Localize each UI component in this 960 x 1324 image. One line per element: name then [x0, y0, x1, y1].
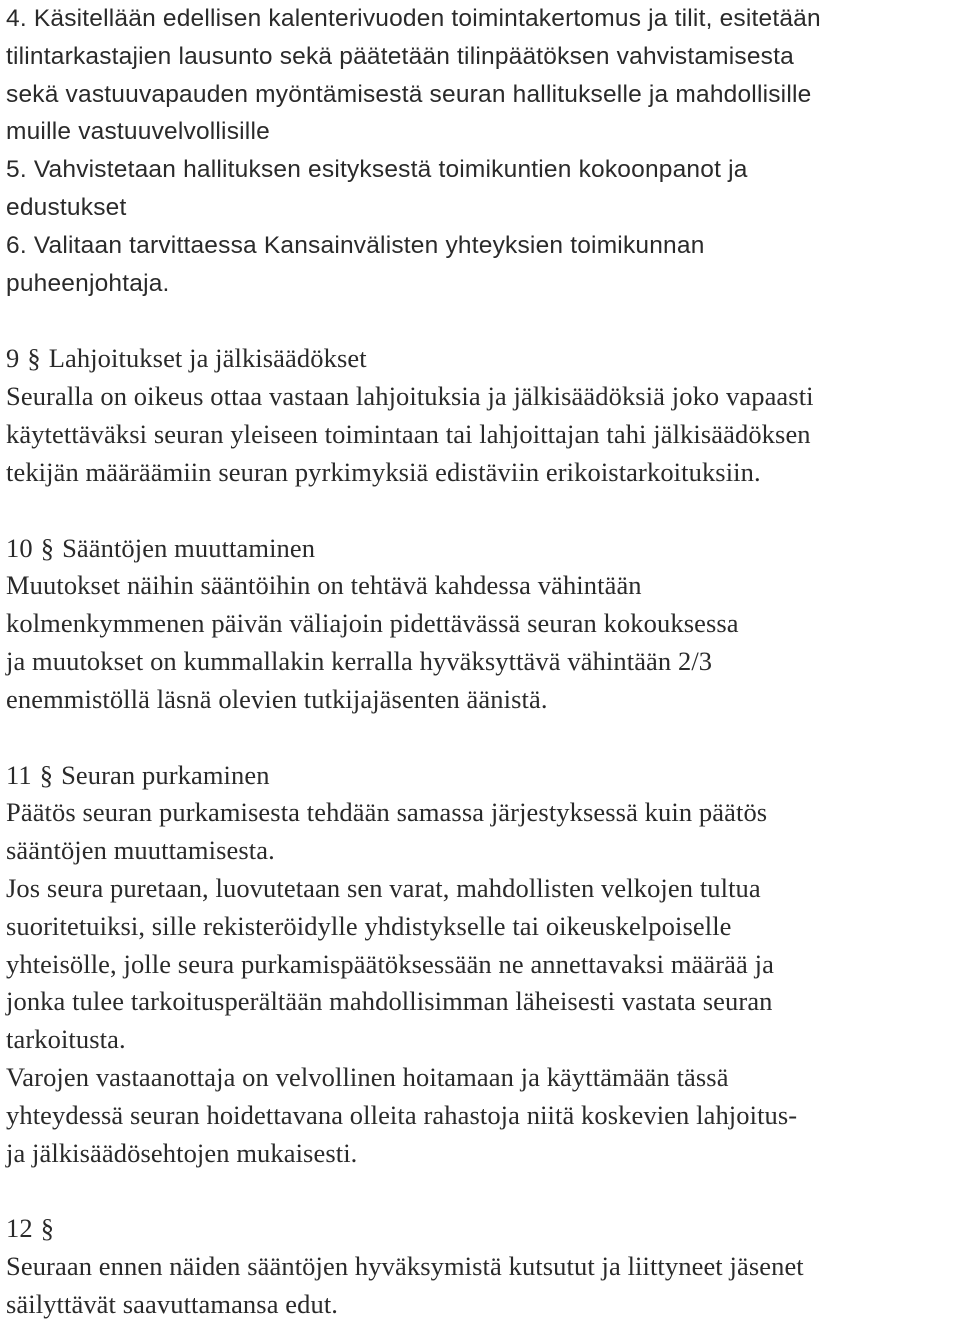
- section-number: 10: [6, 532, 33, 563]
- section-11: [6, 757, 956, 1173]
- section-heading: [6, 530, 956, 568]
- section-12: [6, 1210, 956, 1323]
- section-9: [6, 340, 956, 491]
- agenda-item-6: [6, 227, 956, 303]
- text-line: 4. Käsitellään edellisen kalenterivuoden toimintakertomus ja tilit, esitetään: [6, 5, 821, 32]
- section-title: Sääntöjen muuttaminen: [62, 532, 316, 563]
- text-line: enemmistöllä läsnä olevien tutkijajäsenten äänistä.: [6, 683, 548, 714]
- section-number: 9: [6, 343, 20, 374]
- text-line: suoritetuiksi, sille rekisteröidylle yhdistykselle tai oikeuskelpoiselle: [6, 910, 732, 941]
- text-line: Muutokset näihin sääntöihin on tehtävä kahdessa vähintään: [6, 570, 642, 601]
- section-sign: §: [40, 1213, 55, 1244]
- section-number: 11: [6, 759, 32, 790]
- document-page: [6, 0, 956, 1324]
- text-line: tarkoitusta.: [6, 1024, 126, 1055]
- text-line: Päätös seuran purkamisesta tehdään samassa järjestyksessä kuin päätös: [6, 797, 768, 828]
- section-sign: §: [40, 532, 55, 563]
- text-line: Jos seura puretaan, luovutetaan sen varat, mahdollisten velkojen tultua: [6, 872, 761, 903]
- text-line: yhteydessä seuran hoidettavana olleita rahastoja niitä koskevien lahjoitus-: [6, 1099, 798, 1130]
- text-line: sääntöjen muuttamisesta.: [6, 835, 275, 866]
- section-title: Lahjoitukset ja jälkisäädökset: [48, 343, 367, 374]
- text-line: käytettäväksi seuran yleiseen toimintaan tai lahjoittajan tahi jälkisäädöksen: [6, 418, 811, 449]
- text-line: 6. Valitaan tarvittaessa Kansainvälisten yhteyksien toimikunnan: [6, 231, 705, 259]
- section-10: [6, 530, 956, 719]
- agenda-list: [6, 0, 956, 302]
- text-line: Seuraan ennen näiden sääntöjen hyväksymistä kutsutut ja liittyneet jäsenet: [6, 1251, 804, 1282]
- text-line: ja jälkisäädösehtojen mukaisesti.: [6, 1137, 358, 1168]
- text-line: yhteisölle, jolle seura purkamispäätöksessään ne annettavaksi määrää ja: [6, 948, 774, 979]
- section-sign: §: [27, 343, 41, 374]
- text-line: tekijän määräämiin seuran pyrkimyksiä edistäviin erikoistarkoituksiin.: [6, 456, 761, 487]
- section-heading: [6, 340, 956, 378]
- text-line: Varojen vastaanottaja on velvollinen hoitamaan ja käyttämään tässä: [6, 1061, 729, 1092]
- text-line: Seuralla on oikeus ottaa vastaan lahjoituksia ja jälkisäädöksiä joko vapaasti: [6, 381, 814, 412]
- text-line: kolmenkymmenen päivän väliajoin pidettävässä seuran kokouksessa: [6, 608, 739, 639]
- section-heading: [6, 1210, 956, 1248]
- text-line: edustukset: [6, 193, 127, 221]
- section-title: Seuran purkaminen: [61, 759, 270, 790]
- text-line: 5. Vahvistetaan hallituksen esityksestä toimikuntien kokoonpanot ja: [6, 156, 748, 184]
- agenda-item-4: [6, 0, 956, 151]
- spacer: [6, 492, 956, 530]
- section-heading: [6, 757, 956, 795]
- spacer: [6, 1172, 956, 1210]
- text-line: puheenjohtaja.: [6, 269, 170, 297]
- section-sign: §: [39, 759, 54, 790]
- agenda-item-5: [6, 151, 956, 227]
- text-line: tilintarkastajien lausunto sekä päätetään tilinpäätöksen vahvistamisesta: [6, 42, 794, 70]
- text-line: sekä vastuuvapauden myöntämisestä seuran hallitukselle ja mahdollisille: [6, 80, 812, 108]
- text-line: säilyttävät saavuttamansa edut.: [6, 1288, 339, 1319]
- spacer: [6, 719, 956, 757]
- text-line: muille vastuuvelvollisille: [6, 118, 270, 146]
- text-line: ja muutokset on kummallakin kerralla hyväksyttävä vähintään 2/3: [6, 645, 713, 676]
- text-line: jonka tulee tarkoitusperältään mahdollisimman läheisesti vastata seuran: [6, 986, 773, 1017]
- section-number: 12: [6, 1213, 33, 1244]
- spacer: [6, 302, 956, 340]
